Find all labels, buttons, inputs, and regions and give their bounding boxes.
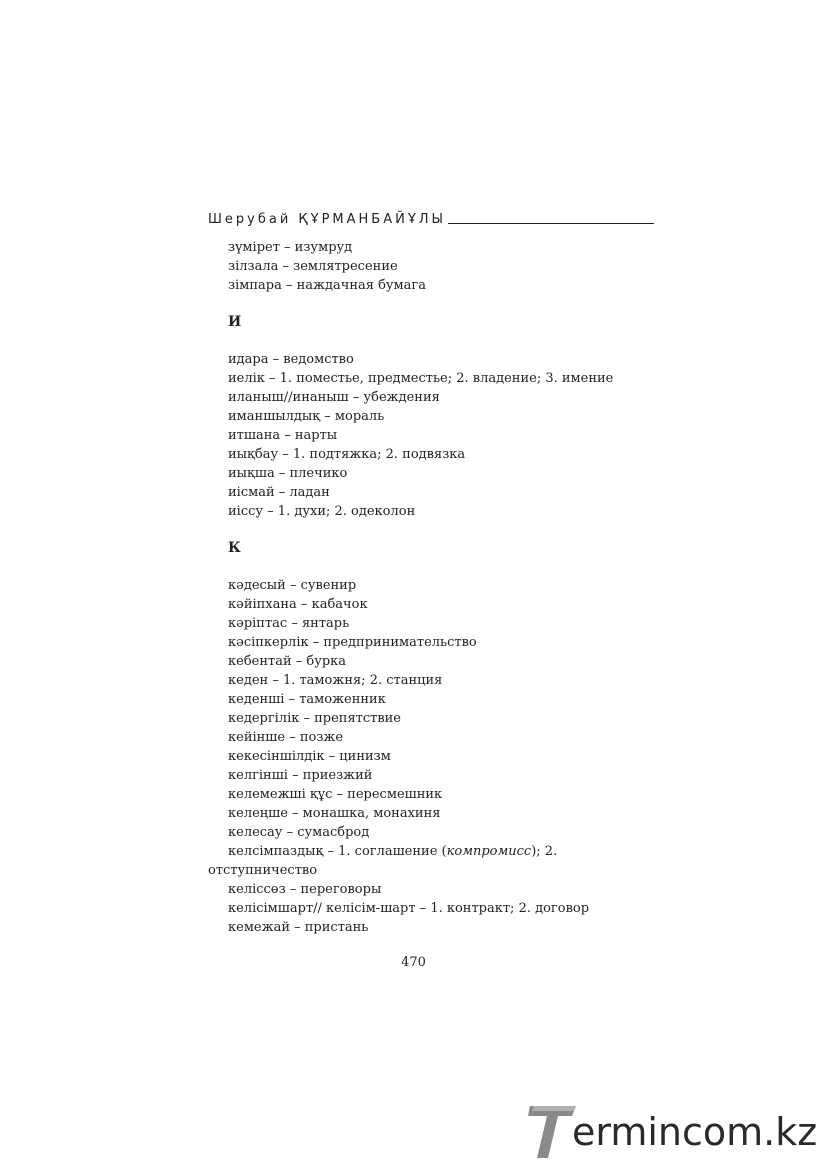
dictionary-entry: кәйіпхана – кабачок	[228, 597, 368, 612]
termincom-logo-icon	[528, 1102, 578, 1160]
dictionary-entry: келемежші құс – пересмешник	[228, 787, 443, 802]
section-letter-i: И	[228, 314, 242, 330]
dictionary-entry: кәдесый – сувенир	[228, 578, 357, 593]
dictionary-entry: келіссөз – переговоры	[228, 882, 382, 897]
dictionary-entry: кеден – 1. таможня; 2. станция	[228, 673, 443, 688]
page-number: 470	[401, 955, 426, 970]
dictionary-entry: иісмай – ладан	[228, 485, 330, 500]
header-author: Шерубай ҚҰРМАНБАЙҰЛЫ	[208, 212, 447, 227]
entry-text: ); 2. отступничество	[208, 844, 558, 878]
dictionary-entry-wrapped	[208, 842, 654, 880]
dictionary-entry: келгінші – приезжий	[228, 768, 373, 783]
dictionary-entry: иланыш//инаныш – убеждения	[228, 390, 440, 405]
dictionary-entry: зүмірет – изумруд	[228, 240, 353, 255]
dictionary-entry: иықбау – 1. подтяжка; 2. подвязка	[228, 447, 466, 462]
running-header	[208, 212, 654, 227]
dictionary-entry: идара – ведомство	[228, 352, 354, 367]
header-rule	[448, 223, 654, 224]
dictionary-entry: келесау – сумасброд	[228, 825, 370, 840]
entry-text: келсімпаздық – 1. соглашение (	[228, 844, 447, 859]
dictionary-entry: кекесіншілдік – цинизм	[228, 749, 391, 764]
dictionary-entry: иманшылдық – мораль	[228, 409, 385, 424]
dictionary-entry: кемежай – пристань	[228, 920, 369, 935]
dictionary-entry: кәсіпкерлік – предпринимательство	[228, 635, 477, 650]
dictionary-entry: кебентай – бурка	[228, 654, 347, 669]
dictionary-entry: кеденші – таможенник	[228, 692, 386, 707]
dictionary-content	[208, 238, 654, 937]
dictionary-entry: иықша – плечико	[228, 466, 348, 481]
dictionary-entry: кәріптас – янтарь	[228, 616, 350, 631]
dictionary-entry: итшана – нарты	[228, 428, 338, 443]
dictionary-entry: иелік – 1. поместье, предместье; 2. владение; 3. имение	[228, 371, 614, 386]
section-letter-k: К	[228, 540, 241, 556]
dictionary-entry: зілзала – землятресение	[228, 259, 398, 274]
dictionary-entry: келеңше – монашка, монахиня	[228, 806, 441, 821]
dictionary-entry: иіссу – 1. духи; 2. одеколон	[228, 504, 416, 519]
logo-text: ermincom.kz	[572, 1110, 818, 1154]
entry-italic-term: компромисс	[446, 844, 532, 859]
dictionary-entry: келісімшарт// келісім-шарт – 1. контракт; 2. договор	[228, 901, 590, 916]
dictionary-entry: зімпара – наждачная бумага	[228, 278, 426, 293]
termincom-logo	[528, 1102, 818, 1162]
dictionary-entry: кейінше – позже	[228, 730, 344, 745]
dictionary-entry: кедергілік – препятствие	[228, 711, 401, 726]
